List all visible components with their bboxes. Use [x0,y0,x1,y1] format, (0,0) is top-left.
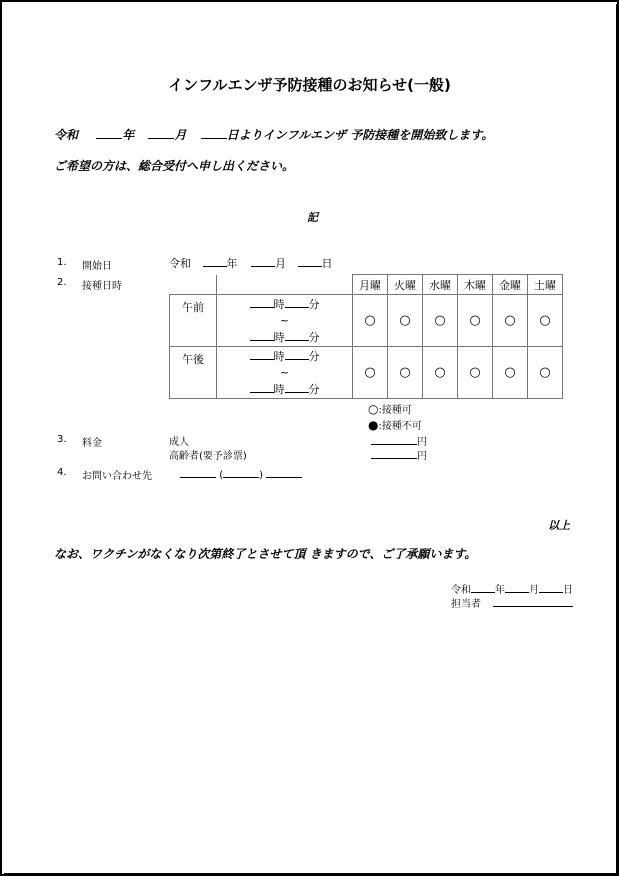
contact-phone-line: ( ) [180,466,302,481]
day-header: 金曜 [493,275,528,295]
day-header: 木曜 [458,275,493,295]
circle-filled-icon: ● [368,418,379,432]
availability-mark: ○ [353,347,388,399]
table-row [170,347,563,399]
schedule-table [169,274,563,399]
ijou-text: 以上 [548,519,570,532]
am-label: 午前 [170,295,217,347]
start-year-blank [203,255,227,267]
pm-label: 午後 [170,347,217,399]
fee-adult-amount: 円 [371,433,427,448]
item-4-number: 4. [57,467,67,478]
page-title: インフルエンザ予防接種のお知らせ(一般) [168,76,451,94]
availability-mark: ○ [353,295,388,347]
intro-day-blank [201,127,227,139]
footer-date: 令和 年 月 日 [451,581,573,596]
circle-open-icon: ○ [368,402,379,416]
availability-mark: ○ [423,295,458,347]
intro-year-blank [96,127,122,139]
availability-mark: ○ [388,347,423,399]
legend-unavailable: ●:接種不可 [368,418,422,432]
start-day: 日 [321,257,333,270]
day-header: 火曜 [388,275,423,295]
day-header: 土曜 [528,275,563,295]
fee-adult-label: 成人 [169,437,189,448]
closing-note: なお、ワクチンがなくなり次第終了とさせて頂 きますので、ご了承願います。 [54,547,477,561]
availability-mark: ○ [388,295,423,347]
availability-mark: ○ [528,295,563,347]
intro-rest: 日よりインフルエンザ 予防接種を開始致します。 [226,128,494,142]
intro-month: 月 [174,128,187,142]
intro-line-2: ご希望の方は、総合受付へ申し出ください。 [54,159,295,173]
day-header: 水曜 [423,275,458,295]
day-header: 月曜 [353,275,388,295]
footer-person: 担当者 [451,595,573,610]
intro-era: 令和 [54,128,79,142]
start-era: 令和 [169,257,191,270]
legend-available: ○:接種可 [368,402,412,416]
availability-mark: ○ [528,347,563,399]
pm-time-range: 時 分 ~ 時 分 [217,347,353,399]
item-2-number: 2. [57,277,67,288]
item-3-label: 料金 [82,438,102,449]
table-header-row [170,275,563,295]
start-day-blank [298,255,322,267]
start-month: 月 [275,257,286,270]
availability-mark: ○ [493,295,528,347]
availability-mark: ○ [458,295,493,347]
item-4-label: お問い合わせ先 [82,471,152,482]
item-3-number: 3. [57,434,67,445]
intro-month-blank [148,127,174,139]
table-row [170,295,563,347]
item-2-label: 接種日時 [82,281,122,292]
am-time-range: 時 分 ~ 時 分 [217,295,353,347]
start-month-blank [251,255,275,267]
fee-senior-amount: 円 [371,447,427,462]
item-1-number: 1. [57,257,67,268]
intro-line-1 [54,126,493,143]
start-year: 年 [226,257,238,270]
availability-mark: ○ [458,347,493,399]
start-date-line [169,255,333,271]
fee-senior-label: 高齢者(要予診票) [169,451,247,462]
availability-mark: ○ [423,347,458,399]
intro-year: 年 [122,128,135,142]
ki-heading: 記 [307,211,318,224]
item-1-label: 開始日 [82,261,112,272]
availability-mark: ○ [493,347,528,399]
